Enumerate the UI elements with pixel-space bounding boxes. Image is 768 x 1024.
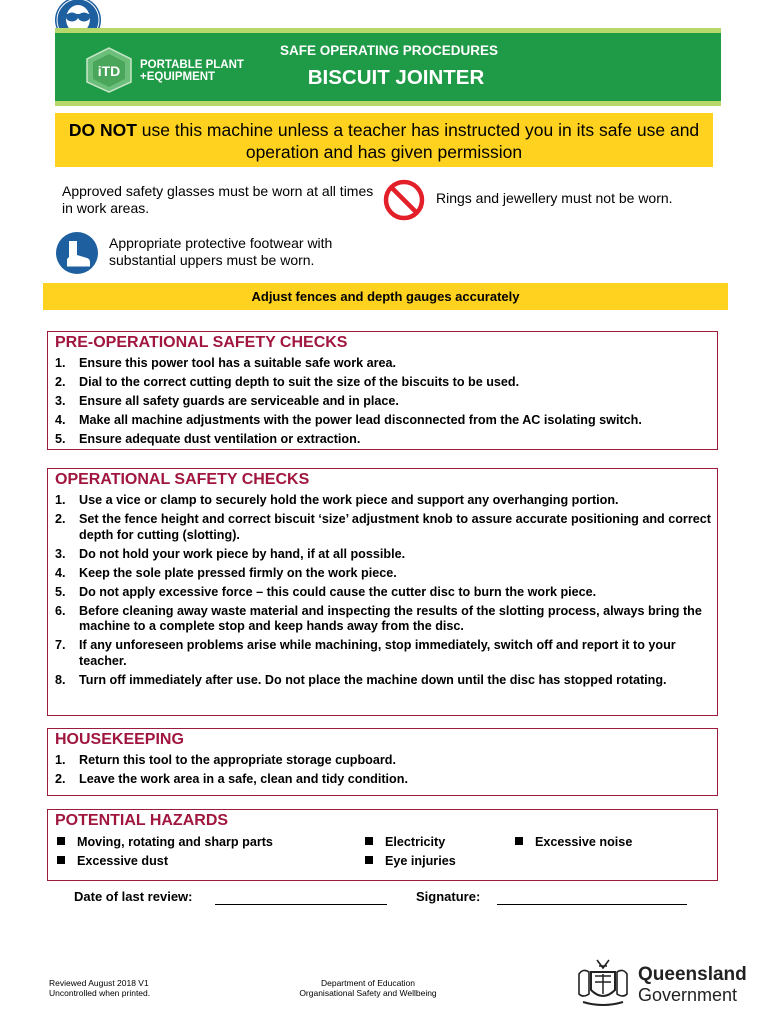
- housekeeping-section: [47, 728, 718, 796]
- list-item: [55, 547, 713, 563]
- list-item: [55, 413, 713, 429]
- item-number: 4.: [55, 413, 66, 427]
- itd-logo: [84, 46, 134, 94]
- hazard-item: [365, 835, 445, 850]
- signature-field[interactable]: [497, 904, 687, 905]
- square-bullet-icon: [365, 837, 373, 845]
- review-note: [49, 978, 150, 998]
- item-text: Set the fence height and correct biscuit ‘size’ adjustment knob to assure accurate positioning and correct depth for cutting (slotting).: [79, 512, 711, 542]
- signature-label: Signature:: [416, 889, 481, 904]
- item-number: 1.: [55, 493, 66, 507]
- department-line-1: Department of Education: [320, 978, 416, 988]
- item-number: 1.: [55, 753, 66, 767]
- square-bullet-icon: [515, 837, 523, 845]
- brand-line-2: +EQUIPMENT: [140, 71, 216, 83]
- section-title: PRE-OPERATIONAL SAFETY CHECKS: [55, 334, 348, 351]
- date-of-review-field[interactable]: [215, 904, 387, 905]
- operational-section: [47, 468, 718, 716]
- item-text: Make all machine adjustments with the power lead disconnected from the AC isolating switch.: [79, 413, 642, 427]
- ppe-footwear-text: Appropriate protective footwear with substantial uppers must be worn.: [109, 235, 333, 268]
- section-title: OPERATIONAL SAFETY CHECKS: [55, 471, 310, 488]
- item-text: Ensure this power tool has a suitable safe work area.: [79, 356, 397, 370]
- item-text: Do not apply excessive force – this could cause the cutter disc to burn the work piece.: [79, 584, 597, 599]
- item-text: Return this tool to the appropriate storage cupboard.: [79, 753, 396, 767]
- section-title: HOUSEKEEPING: [55, 731, 184, 748]
- sop-label: SAFE OPERATING PROCEDURES: [279, 43, 499, 58]
- review-note-line-2: Uncontrolled when printed.: [49, 988, 151, 998]
- date-of-review-label: Date of last review:: [74, 889, 193, 904]
- pre-operational-section: [47, 331, 718, 450]
- item-text: If any unforeseen problems arise while machining, stop immediately, switch off and report it to your teacher.: [79, 638, 676, 668]
- hazard-text: Excessive noise: [535, 835, 633, 849]
- no-jewellery-icon: [381, 179, 427, 221]
- item-number: 5.: [55, 584, 66, 599]
- item-number: 2.: [55, 375, 66, 389]
- list-item: [55, 375, 713, 391]
- warning-text: use this machine unless a teacher has instructed you in its safe use and operation and has given permission: [136, 120, 700, 162]
- department-credit: [282, 978, 454, 998]
- adjust-banner: Adjust fences and depth gauges accurately: [43, 283, 728, 310]
- square-bullet-icon: [57, 837, 65, 845]
- item-text: Turn off immediately after use. Do not place the machine down until the disc has stopped rotating.: [79, 672, 667, 687]
- warning-box: [55, 113, 713, 167]
- list-item: [55, 432, 713, 448]
- list-item: [55, 356, 713, 372]
- list-item: [55, 394, 713, 410]
- list-item: [55, 512, 713, 543]
- list-item: [55, 566, 713, 582]
- section-title: POTENTIAL HAZARDS: [55, 812, 229, 829]
- list-item: [55, 753, 713, 769]
- list-item: [55, 585, 713, 601]
- item-text: Leave the work area in a safe, clean and tidy condition.: [79, 772, 408, 786]
- item-number: 3.: [55, 394, 66, 408]
- hazard-item: [515, 835, 632, 850]
- page-title: BISCUIT JOINTER: [307, 66, 485, 89]
- item-number: 2.: [55, 512, 66, 526]
- item-number: 5.: [55, 432, 66, 446]
- item-number: 8.: [55, 672, 66, 687]
- hazard-item: [57, 835, 273, 850]
- list-item: [55, 673, 713, 689]
- item-text: Keep the sole plate pressed firmly on the work piece.: [79, 565, 397, 580]
- potential-hazards-section: [47, 809, 718, 881]
- item-number: 7.: [55, 638, 66, 652]
- queensland-crest-icon: [573, 954, 633, 1010]
- item-number: 3.: [55, 546, 66, 561]
- square-bullet-icon: [365, 856, 373, 864]
- queensland-wordmark: Queensland: [638, 964, 747, 985]
- list-item: [55, 604, 713, 635]
- item-number: 6.: [55, 603, 66, 618]
- warning-emphasis: DO NOT: [68, 120, 137, 140]
- hazard-text: Electricity: [385, 835, 446, 849]
- item-number: 4.: [55, 565, 66, 580]
- square-bullet-icon: [57, 856, 65, 864]
- list-item: [55, 772, 713, 788]
- ppe-glasses-text: Approved safety glasses must be worn at all times in work areas.: [62, 183, 374, 216]
- hazard-text: Moving, rotating and sharp parts: [77, 835, 273, 849]
- department-line-2: Organisational Safety and Wellbeing: [299, 988, 437, 998]
- item-number: 2.: [55, 772, 66, 786]
- list-item: [55, 638, 713, 669]
- item-text: Ensure all safety guards are serviceable and in place.: [79, 394, 399, 408]
- government-wordmark: Government: [638, 985, 738, 1005]
- hazard-item: [365, 854, 456, 869]
- list-item: [55, 493, 713, 509]
- item-number: 1.: [55, 356, 66, 370]
- item-text: Do not hold your work piece by hand, if at all possible.: [79, 546, 406, 561]
- item-text: Dial to the correct cutting depth to suit the size of the biscuits to be used.: [79, 375, 520, 389]
- review-note-line-1: Reviewed August 2018 V1: [49, 978, 149, 988]
- ppe-rings-text: Rings and jewellery must not be worn.: [436, 190, 673, 206]
- item-text: Before cleaning away waste material and inspecting the results of the slotting process, always bring the machine to a complete stop and keep hands away from the disc.: [79, 603, 702, 633]
- hazard-text: Excessive dust: [77, 854, 169, 868]
- item-text: Use a vice or clamp to securely hold the work piece and support any overhanging portion.: [79, 493, 619, 507]
- hazard-text: Eye injuries: [385, 854, 456, 868]
- item-text: Ensure adequate dust ventilation or extraction.: [79, 432, 361, 446]
- safety-boot-icon: [55, 231, 99, 275]
- itd-logo-text: iTD: [97, 63, 121, 79]
- hazard-item: [57, 854, 168, 869]
- brand-line-1: PORTABLE PLANT: [140, 59, 244, 71]
